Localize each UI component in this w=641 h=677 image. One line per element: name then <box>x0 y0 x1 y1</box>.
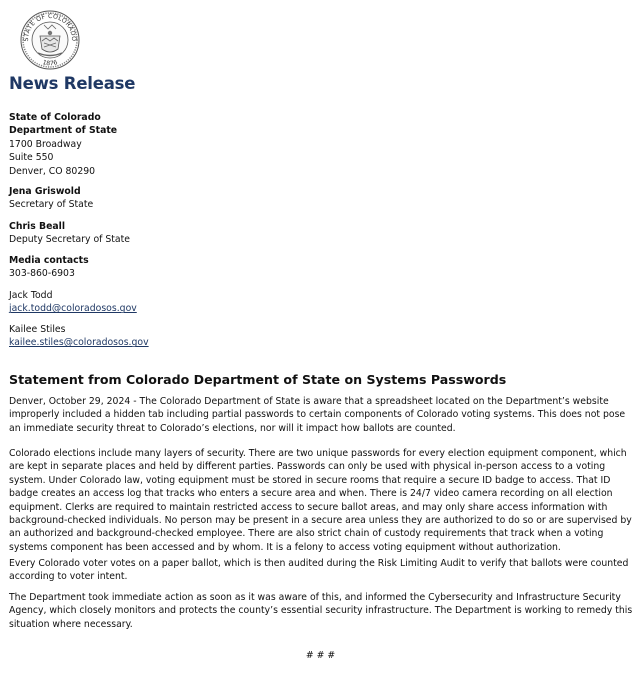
colorado-state-seal-icon <box>15 9 85 71</box>
org-address-block <box>9 111 309 178</box>
media-contact-1-email-link[interactable]: jack.todd@coloradosos.gov <box>9 303 137 315</box>
media-contacts-block <box>9 254 309 281</box>
media-phone: 303-860-6903 <box>9 268 75 280</box>
statement-paragraph-1: Denver, October 29, 2024 - The Colorado Department of State is aware that a spreadsheet located on the Department’s website improperly included a hidden tab including partial passwords to certain components of Colorado voting systems. This does not pose an immediate security threat to Colorado’s elections, nor will it impact how ballots are counted. <box>9 396 626 434</box>
seal-year: 1876 <box>41 59 59 68</box>
address-line2: Suite 550 <box>9 152 54 164</box>
page-title: News Release <box>9 74 136 93</box>
org-name-line2: Department of State <box>9 125 118 137</box>
media-contact-2 <box>9 323 309 350</box>
org-name-line1: State of Colorado <box>9 112 101 123</box>
address-line1: 1700 Broadway <box>9 138 82 150</box>
statement-title: Statement from Colorado Department of State on Systems Passwords <box>9 372 507 387</box>
svg-text:1876 <box>42 59 59 67</box>
deputy-name: Chris Beall <box>9 221 66 232</box>
seal-top-text: STATE OF COLORADO <box>22 12 78 42</box>
deputy-title: Deputy Secretary of State <box>9 234 130 246</box>
media-contact-1-name: Jack Todd <box>9 290 53 301</box>
statement-paragraph-3: Every Colorado voter votes on a paper ballot, which is then audited during the Risk Limiting Audit to verify that ballots were counted according to voter intent. <box>9 558 629 583</box>
media-contact-1 <box>9 289 309 316</box>
statement-paragraph-4: The Department took immediate action as soon as it was aware of this, and informed the Cybersecurity and Infrastructure Security Agency, which closely monitors and protects the county’s essential security infrastructure. The Department is working to remedy this situation where necessary. <box>9 592 633 630</box>
deputy-block <box>9 220 309 247</box>
address-city: Denver, CO 80290 <box>9 165 96 177</box>
media-contact-2-email-link[interactable]: kailee.stiles@coloradosos.gov <box>9 337 149 349</box>
secretary-name: Jena Griswold <box>9 186 81 197</box>
media-contact-2-name: Kailee Stiles <box>9 324 66 335</box>
secretary-title: Secretary of State <box>9 199 94 211</box>
secretary-block <box>9 185 309 212</box>
end-mark: # # # <box>305 650 336 661</box>
statement-paragraph-2: Colorado elections include many layers of security. There are two unique passwords for every election equipment component, which are kept in separate places and held by different parties. Passwords can only be used with physical in-person access to a voting system. Under Colorado law, voting equipment must be stored in secure rooms that require a secure ID badge to access. That ID badge creates an access log that tracks who enters a secure area and when. There is 24/7 video camera recording on all election equipment. Clerks are required to maintain restricted access to secure ballot areas, and may only share access information with background-checked individuals. No person may be present in a secure area unless they are authorized to do so or are supervised by an authorized and background-checked employee. There are also strict chain of custody requirements that track when a voting systems component has been accessed and by whom. It is a felony to access voting equipment without authorization. <box>9 448 632 553</box>
media-contacts-heading: Media contacts <box>9 255 89 266</box>
